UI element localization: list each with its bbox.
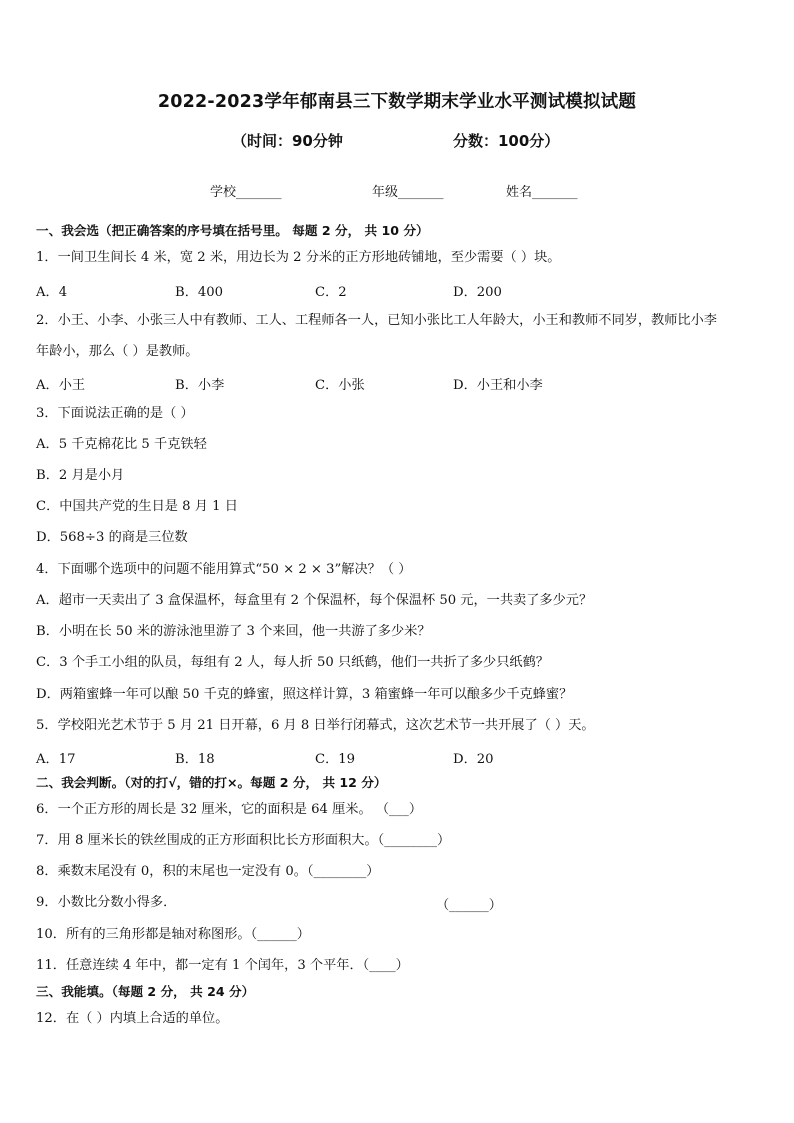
option-b: B．2 月是小月 bbox=[36, 468, 125, 483]
option-b: B．18 bbox=[175, 752, 215, 767]
option-b: B．400 bbox=[175, 285, 224, 300]
option-b: B．小李 bbox=[175, 378, 225, 393]
section1-heading: 一、我会选（把正确答案的序号填在括号里。 每题 2 分， 共 10 分） bbox=[36, 223, 429, 238]
question-11: 11．任意连续 4 年中，都一定有 1 个闰年，3 个平年．（____） bbox=[36, 958, 409, 973]
school-field: 学校_______ bbox=[210, 185, 282, 200]
question-5: 5．学校阳光艺术节于 5 月 21 日开幕，6 月 8 日举行闭幕式，这次艺术节一共开展了（ ）天。 bbox=[36, 718, 595, 733]
page-title: 2022-2023学年郁南县三下数学期末学业水平测试模拟试题 bbox=[157, 92, 637, 112]
option-c: C．小张 bbox=[315, 378, 365, 393]
option-d: D．两箱蜜蜂一年可以酿 50 千克的蜂蜜，照这样计算，3 箱蜜蜂一年可以酿多少千克蜂蜜？ bbox=[36, 687, 573, 702]
option-a: A．5 千克棉花比 5 千克铁轻 bbox=[36, 437, 207, 452]
question-8: 8．乘数末尾没有 0，积的末尾也一定没有 0。（________） bbox=[36, 864, 380, 879]
option-b: B．小明在长 50 米的游泳池里游了 3 个来回，他一共游了多少米？ bbox=[36, 624, 431, 639]
name-field: 姓名_______ bbox=[506, 185, 578, 200]
question-9-blank: （______） bbox=[436, 898, 502, 913]
section3-heading: 三、我能填。（每题 2 分， 共 24 分） bbox=[36, 984, 255, 999]
option-d: D．20 bbox=[453, 752, 494, 767]
question-6: 6．一个正方形的周长是 32 厘米，它的面积是 64 厘米。 （___） bbox=[36, 802, 423, 817]
question-2-line2: 年龄小，那么（ ）是教师。 bbox=[36, 344, 199, 359]
section2-heading: 二、我会判断。（对的打√，错的打×。每题 2 分， 共 12 分） bbox=[36, 775, 387, 790]
option-d: D．200 bbox=[453, 285, 502, 300]
option-c: C．中国共产党的生日是 8 月 1 日 bbox=[36, 499, 238, 514]
question-9: 9．小数比分数小得多． bbox=[36, 895, 177, 910]
question-7: 7．用 8 厘米长的铁丝围成的正方形面积比长方形面积大。（________） bbox=[36, 833, 451, 848]
option-c: C．3 个手工小组的队员，每组有 2 人，每人折 50 只纸鹤，他们一共折了多少只纸鹤？ bbox=[36, 655, 549, 670]
option-d: D．568÷3 的商是三位数 bbox=[36, 530, 188, 545]
option-d: D．小王和小李 bbox=[453, 378, 543, 393]
question-2-line1: 2．小王、小李、小张三人中有教师、工人、工程师各一人，已知小张比工人年龄大，小王和教师不同岁，教师比小李 bbox=[36, 313, 717, 328]
exam-time: （时间：90分钟 bbox=[232, 132, 343, 150]
question-10: 10．所有的三角形都是轴对称图形。（______） bbox=[36, 927, 310, 942]
exam-score: 分数：100分） bbox=[453, 132, 560, 150]
option-a: A．小王 bbox=[36, 378, 86, 393]
question-3: 3．下面说法正确的是（ ） bbox=[36, 406, 194, 421]
grade-field: 年级_______ bbox=[372, 185, 444, 200]
question-4: 4．下面哪个选项中的问题不能用算式“50 × 2 × 3”解决？（ ） bbox=[36, 562, 412, 577]
option-a: A．4 bbox=[36, 285, 68, 300]
question-1: 1．一间卫生间长 4 米，宽 2 米，用边长为 2 分米的正方形地砖铺地，至少需要（ ）块。 bbox=[36, 250, 561, 265]
question-12: 12．在（ ）内填上合适的单位。 bbox=[36, 1011, 229, 1026]
option-c: C．2 bbox=[315, 285, 347, 300]
option-a: A．超市一天卖出了 3 盒保温杯，每盒里有 2 个保温杯，每个保温杯 50 元，一共卖了多少元？ bbox=[36, 593, 593, 608]
option-a: A．17 bbox=[36, 752, 76, 767]
option-c: C．19 bbox=[315, 752, 356, 767]
